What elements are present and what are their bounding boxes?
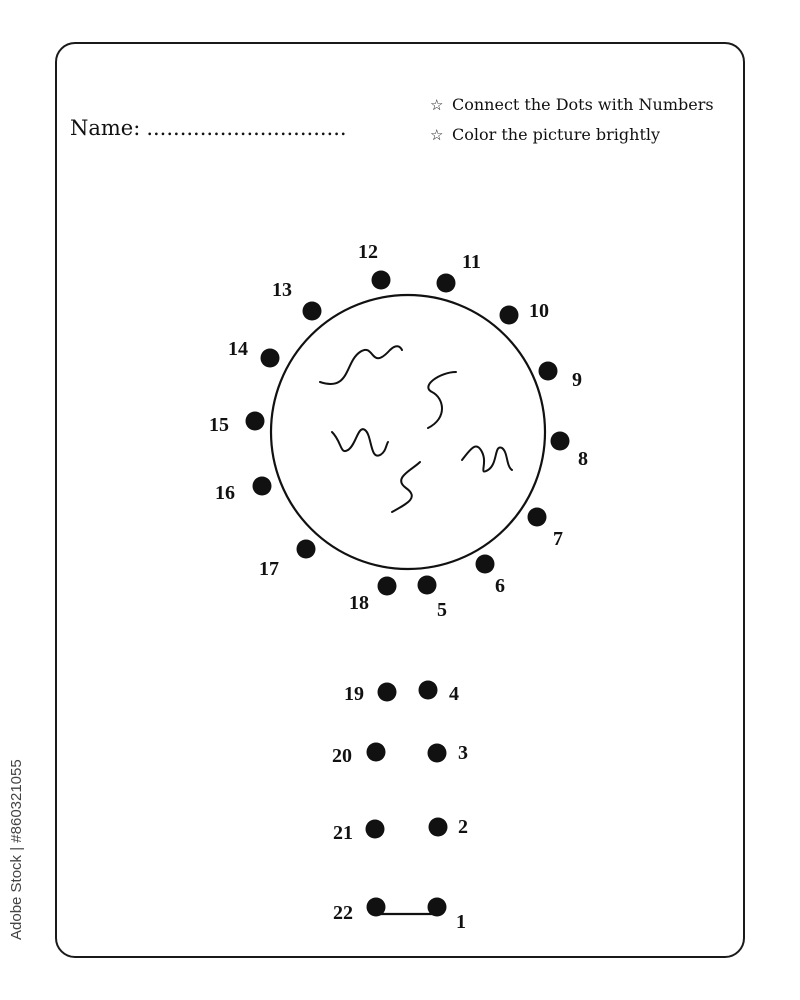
dot-5: [418, 576, 437, 595]
dot-number-21: 21: [333, 822, 353, 844]
dot-number-3: 3: [458, 742, 468, 764]
dot-number-20: 20: [332, 745, 352, 767]
dot-10: [500, 306, 519, 325]
dot-18: [378, 577, 397, 596]
dot-number-16: 16: [215, 482, 235, 504]
dot-14: [261, 349, 280, 368]
dot-13: [303, 302, 322, 321]
dot-19: [378, 683, 397, 702]
flower-head-outline: [271, 295, 545, 569]
dot-number-18: 18: [349, 592, 369, 614]
instruction-text: Connect the Dots with Numbers: [452, 95, 714, 114]
dot-12: [372, 271, 391, 290]
squiggle: [320, 346, 402, 384]
dot-4: [419, 681, 438, 700]
squiggle: [462, 447, 512, 472]
dot-17: [297, 540, 316, 559]
dot-number-12: 12: [358, 241, 378, 263]
squiggle: [428, 372, 456, 428]
dot-number-22: 22: [333, 902, 353, 924]
dot-6: [476, 555, 495, 574]
dot-16: [253, 477, 272, 496]
dot-number-9: 9: [572, 369, 582, 391]
dot-21: [366, 820, 385, 839]
dot-9: [539, 362, 558, 381]
dot-number-8: 8: [578, 448, 588, 470]
star-outline-icon: ☆: [430, 96, 444, 114]
dot-11: [437, 274, 456, 293]
dot-layer: [209, 241, 588, 933]
dot-number-17: 17: [259, 558, 279, 580]
dot-number-14: 14: [228, 338, 248, 360]
dot-20: [367, 743, 386, 762]
dot-1: [428, 898, 447, 917]
dot-number-6: 6: [495, 575, 505, 597]
dot-number-15: 15: [209, 414, 229, 436]
dot-7: [528, 508, 547, 527]
squiggle-decorations: [320, 346, 512, 512]
dot-number-13: 13: [272, 279, 292, 301]
dot-number-5: 5: [437, 599, 447, 621]
instruction-text: Color the picture brightly: [452, 125, 661, 144]
dot-2: [429, 818, 448, 837]
dot-number-19: 19: [344, 683, 364, 705]
dot-number-10: 10: [529, 300, 549, 322]
dot-number-11: 11: [462, 251, 481, 273]
star-outline-icon: ☆: [430, 126, 444, 144]
dot-22: [367, 898, 386, 917]
squiggle: [392, 462, 420, 512]
dot-number-7: 7: [553, 528, 563, 550]
squiggle: [332, 429, 388, 455]
name-label: Name:: [70, 116, 141, 140]
dot-8: [551, 432, 570, 451]
dot-number-1: 1: [456, 911, 466, 933]
watermark-text: Adobe Stock | #860321055: [8, 759, 25, 940]
dot-15: [246, 412, 265, 431]
dot-3: [428, 744, 447, 763]
dot-number-2: 2: [458, 816, 468, 838]
name-line: ..............................: [146, 116, 347, 140]
dot-number-4: 4: [449, 683, 459, 705]
